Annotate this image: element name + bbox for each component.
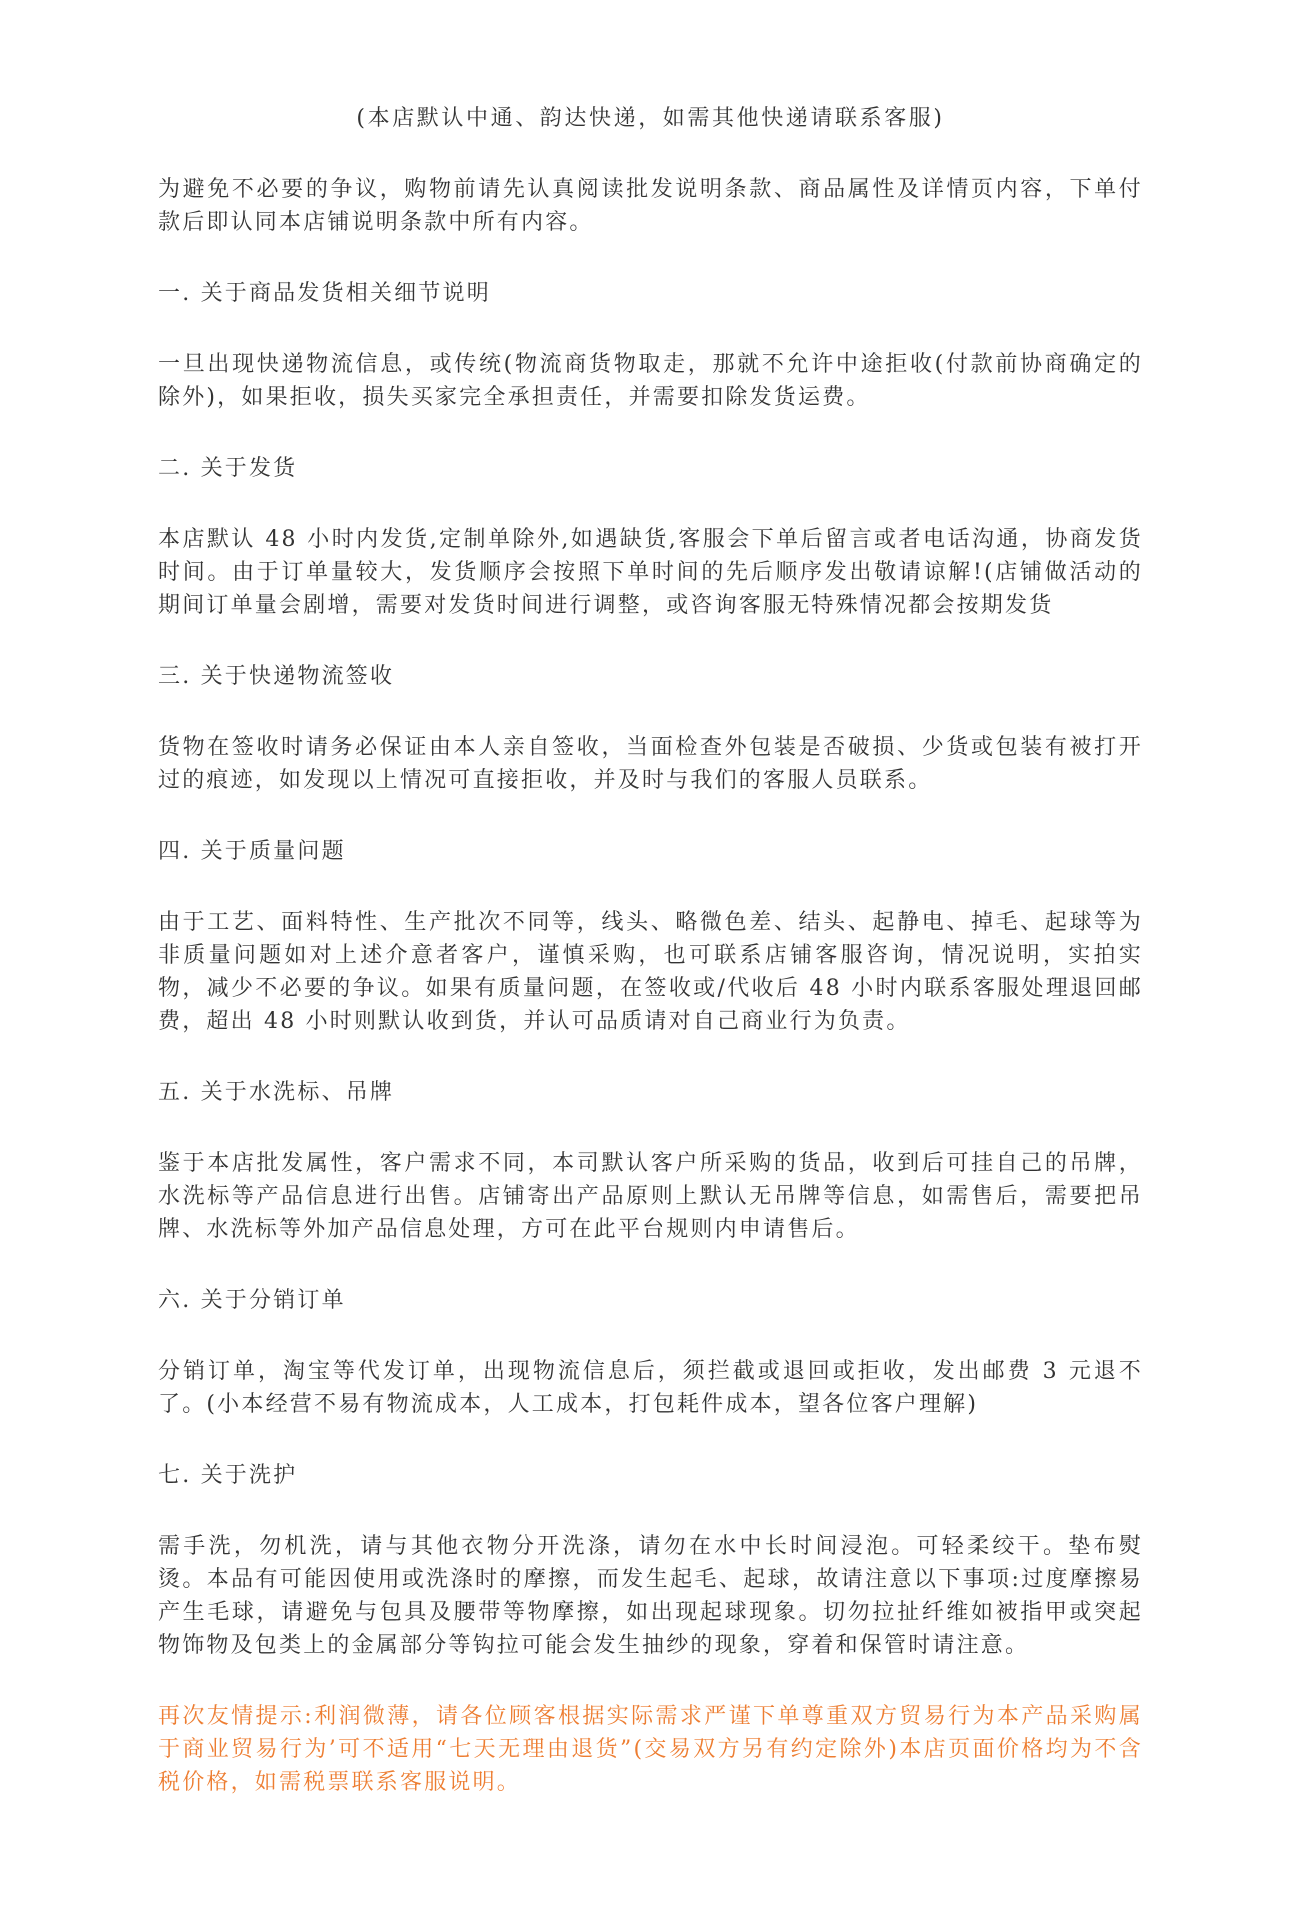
section-shipping-details-heading: 一. 关于商品发货相关细节说明 [158,281,491,306]
intro-paragraph: 为避免不必要的争议，购物前请先认真阅读批发说明条款、商品属性及详情页内容，下单付款后即认同本店铺说明条款中所有内容。 [158,177,1143,235]
section-dispatch-body: 本店默认 48 小时内发货,定制单除外,如遇缺货,客服会下单后留言或者电话沟通，协商发货时间。由于订单量较大，发货顺序会按照下单时间的先后顺序发出敬请谅解!(店铺做活动的期间订单量会剧增，需要对发货时间进行调整，或咨询客服无特殊情况都会按期发货 [158,527,1143,618]
section-dispatch-heading: 二. 关于发货 [158,456,298,481]
section-logistics-signing-body: 货物在签收时请务必保证由本人亲自签收，当面检查外包装是否破损、少货或包装有被打开过的痕迹，如发现以上情况可直接拒收，并及时与我们的客服人员联系。 [158,735,1143,793]
friendly-reminder-notice: 再次友情提示:利润微薄，请各位顾客根据实际需求严谨下单尊重双方贸易行为本产品采购属于商业贸易行为’可不适用“七天无理由退货”(交易双方另有约定除外)本店页面价格均为不含税价格，如需税票联系客服说明。 [158,1704,1143,1795]
section-quality-issues-body: 由于工艺、面料特性、生产批次不同等，线头、略微色差、结头、起静电、掉毛、起球等为非质量问题如对上述介意者客户，谨慎采购，也可联系店铺客服咨询，情况说明，实拍实物，减少不必要的争议。如果有质量问题，在签收或/代收后 48 小时内联系客服处理退回邮费，超出 48 小时则默认收到货，并认可品质请对自己商业行为负责。 [158,910,1143,1034]
section-distribution-orders-heading: 六. 关于分销订单 [158,1288,346,1313]
section-labels-tags-heading: 五. 关于水洗标、吊牌 [158,1080,395,1105]
section-labels-tags-body: 鉴于本店批发属性，客户需求不同，本司默认客户所采购的货品，收到后可挂自己的吊牌，水洗标等产品信息进行出售。店铺寄出产品原则上默认无吊牌等信息，如需售后，需要把吊牌、水洗标等外加产品信息处理，方可在此平台规则内申请售后。 [158,1151,1143,1242]
section-distribution-orders-body: 分销订单，淘宝等代发订单，出现物流信息后，须拦截或退回或拒收，发出邮费 3 元退不了。(小本经营不易有物流成本，人工成本，打包耗件成本，望各位客户理解) [158,1359,1143,1417]
section-shipping-details-body: 一旦出现快递物流信息，或传统(物流商货物取走，那就不允许中途拒收(付款前协商确定的除外)，如果拒收，损失买家完全承担责任，并需要扣除发货运费。 [158,352,1143,410]
section-washing-care-heading: 七. 关于洗护 [158,1463,298,1488]
section-logistics-signing-heading: 三. 关于快递物流签收 [158,664,395,689]
section-quality-issues-heading: 四. 关于质量问题 [158,839,346,864]
document-title: (本店默认中通、韵达快递，如需其他快递请联系客服) [356,106,945,131]
section-washing-care-body: 需手洗，勿机洗，请与其他衣物分开洗涤，请勿在水中长时间浸泡。可轻柔绞干。垫布熨烫。本品有可能因使用或洗涤时的摩擦，而发生起毛、起球，故请注意以下事项:过度摩擦易产生毛球，请避免与包具及腰带等物摩擦，如出现起球现象。切勿拉扯纤维如被指甲或突起物饰物及包类上的金属部分等钩拉可能会发生抽纱的现象，穿着和保管时请注意。 [158,1534,1143,1658]
